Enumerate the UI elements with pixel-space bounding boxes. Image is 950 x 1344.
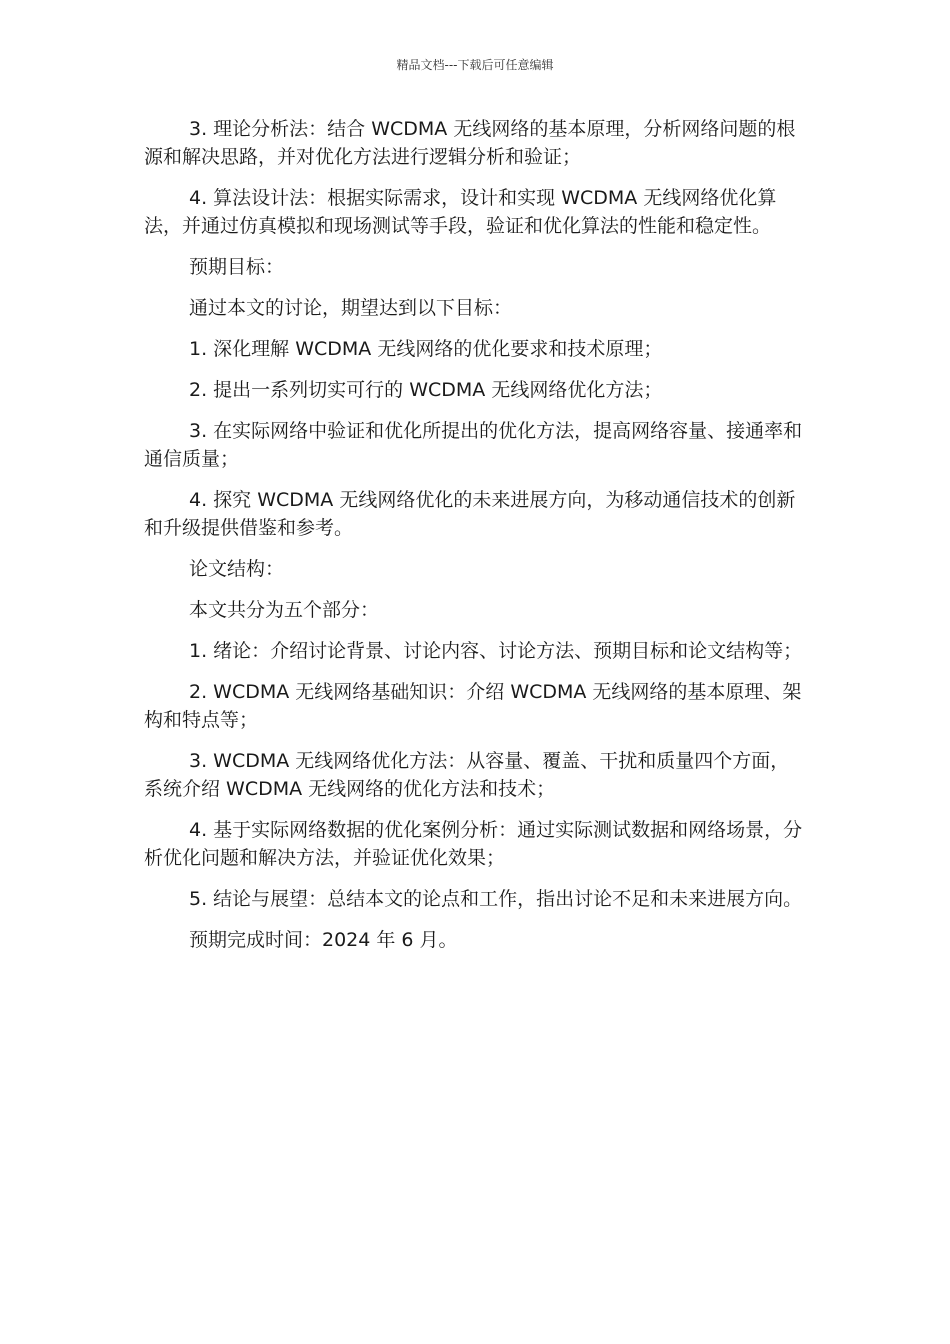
paragraph-goals-intro: 通过本文的讨论，期望达到以下目标： (189, 297, 513, 319)
list-item-part-1: 1. 绪论：介绍讨论背景、讨论内容、讨论方法、预期目标和论文结构等； (189, 640, 803, 662)
list-item-goal-1: 1. 深化理解 WCDMA 无线网络的优化要求和技术原理； (189, 338, 663, 360)
paragraph-completion-date: 预期完成时间：2024 年 6 月。 (189, 929, 458, 951)
list-item-part-3: 3. WCDMA 无线网络优化方法：从容量、覆盖、干扰和质量四个方面，系统介绍 WCDMA 无线网络的优化方法和技术； (144, 750, 790, 800)
section-heading-goals: 预期目标： (189, 256, 285, 278)
document-body (144, 115, 808, 967)
list-item-goal-2: 2. 提出一系列切实可行的 WCDMA 无线网络优化方法； (189, 379, 663, 401)
list-item-part-4: 4. 基于实际网络数据的优化案例分析：通过实际测试数据和网络场景，分析优化问题和解决方法，并验证优化效果； (144, 819, 803, 869)
paragraph-method-theory: 3. 理论分析法：结合 WCDMA 无线网络的基本原理，分析网络问题的根源和解决思路，并对优化方法进行逻辑分析和验证； (144, 118, 796, 168)
page-header: 精品文档---下载后可任意编辑 (396, 58, 554, 72)
list-item-part-5: 5. 结论与展望：总结本文的论点和工作，指出讨论不足和未来进展方向。 (189, 888, 803, 910)
section-heading-structure: 论文结构： (189, 558, 285, 580)
paragraph-method-algorithm: 4. 算法设计法：根据实际需求，设计和实现 WCDMA 无线网络优化算法，并通过仿真模拟和现场测试等手段，验证和优化算法的性能和稳定性。 (144, 187, 777, 237)
list-item-goal-3: 3. 在实际网络中验证和优化所提出的优化方法，提高网络容量、接通率和通信质量； (144, 420, 803, 470)
paragraph-structure-intro: 本文共分为五个部分： (189, 599, 380, 621)
list-item-goal-4: 4. 探究 WCDMA 无线网络优化的未来进展方向，为移动通信技术的创新和升级提供借鉴和参考。 (144, 489, 796, 539)
list-item-part-2: 2. WCDMA 无线网络基础知识：介绍 WCDMA 无线网络的基本原理、架构和特点等； (144, 681, 802, 731)
